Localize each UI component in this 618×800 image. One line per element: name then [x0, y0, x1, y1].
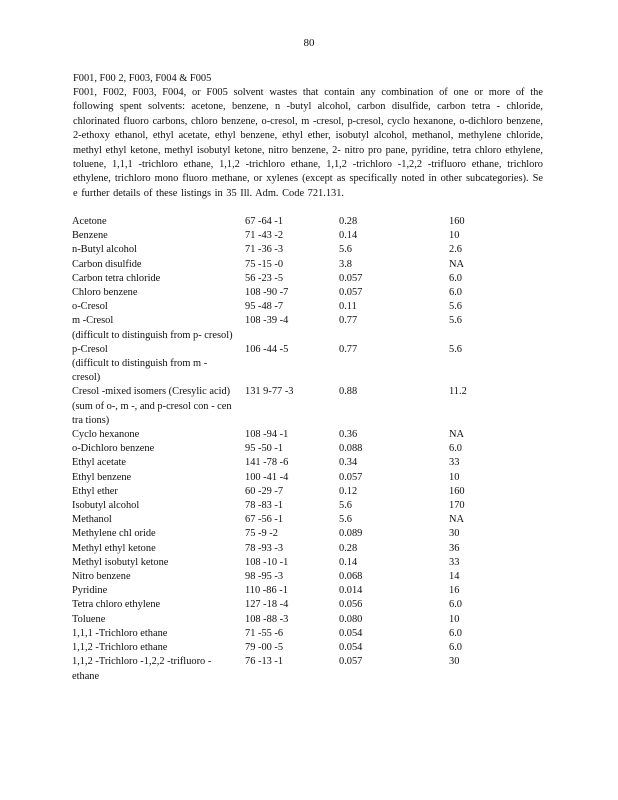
wastewater-standard: 0.057	[339, 287, 363, 299]
nonwastewater-standard: 6.0	[449, 443, 462, 455]
wastewater-standard: 0.14	[339, 556, 358, 568]
constituent-cell	[72, 570, 245, 584]
constituent-cell	[72, 627, 245, 641]
cas-number: 100 -41 -4	[245, 471, 289, 483]
table-row	[72, 513, 492, 527]
cas-number: 79 -00 -5	[245, 642, 284, 654]
cas-number: 108 -88 -3	[245, 613, 289, 625]
cas-number: 95 -50 -1	[245, 443, 284, 455]
table-row	[72, 215, 492, 229]
nonwastewater-standard: 6.0	[449, 599, 462, 611]
table-row	[72, 385, 492, 428]
constituent-name: Chloro benzene	[72, 287, 138, 299]
constituent-name: Tetra chloro ethylene	[72, 599, 161, 611]
table-row	[72, 272, 492, 286]
wastewater-standard: 0.089	[339, 528, 363, 540]
constituent-name: Pyridine	[72, 585, 108, 597]
constituent-name: Cresol -mixed isomers (Cresylic acid)	[72, 386, 231, 398]
table-row	[72, 613, 492, 627]
cas-number: 78 -83 -1	[245, 500, 284, 512]
table-row	[72, 471, 492, 485]
table-row	[72, 314, 492, 342]
cas-number: 108 -39 -4	[245, 315, 289, 327]
nonwastewater-standard: 16	[449, 585, 460, 597]
cas-number: 60 -29 -7	[245, 485, 284, 497]
constituent-cell	[72, 343, 245, 386]
constituent-cell	[72, 556, 245, 570]
constituent-name: o-Dichloro benzene	[72, 443, 155, 455]
nonwastewater-standard: 33	[449, 556, 460, 568]
cas-number: 75 -9 -2	[245, 528, 278, 540]
constituent-cell	[72, 613, 245, 627]
table-row	[72, 243, 492, 257]
constituent-cell	[72, 385, 245, 428]
cas-number: 127 -18 -4	[245, 599, 289, 611]
table-row	[72, 499, 492, 513]
cas-number: 56 -23 -5	[245, 272, 284, 284]
constituent-name: o-Cresol	[72, 301, 108, 313]
wastewater-standard: 0.080	[339, 613, 363, 625]
constituent-name: Methyl ethyl ketone	[72, 542, 156, 554]
cas-number: 67 -64 -1	[245, 216, 284, 227]
cas-number: 106 -44 -5	[245, 343, 289, 355]
nonwastewater-standard: NA	[449, 429, 465, 441]
nonwastewater-standard: 30	[449, 656, 460, 668]
constituent-cell	[72, 314, 245, 342]
cas-number: 98 -95 -3	[245, 571, 284, 583]
cas-number: 108 -90 -7	[245, 287, 289, 299]
table-row	[72, 343, 492, 386]
constituent-name: Carbon disulfide	[72, 258, 142, 270]
constituent-name: Isobutyl alcohol	[72, 500, 140, 512]
table-row	[72, 556, 492, 570]
constituent-cell	[72, 513, 245, 527]
nonwastewater-standard: 10	[449, 471, 460, 483]
wastewater-standard: 0.14	[339, 230, 358, 242]
constituent-cell	[72, 272, 245, 286]
wastewater-standard: 0.057	[339, 272, 363, 284]
constituent-name: Nitro benzene	[72, 571, 131, 583]
table-row	[72, 456, 492, 470]
cas-number: 75 -15 -0	[245, 258, 284, 270]
table-row	[72, 442, 492, 456]
table-row	[72, 641, 492, 655]
wastewater-standard: 0.88	[339, 386, 358, 398]
wastewater-standard: 0.34	[339, 457, 358, 469]
constituent-name: Toluene	[72, 613, 106, 625]
nonwastewater-standard: 160	[449, 216, 465, 227]
constituent-cell	[72, 300, 245, 314]
nonwastewater-standard: 36	[449, 542, 460, 554]
constituent-cell	[72, 258, 245, 272]
constituent-cell	[72, 428, 245, 442]
cas-number: 95 -48 -7	[245, 301, 284, 313]
nonwastewater-standard: 5.6	[449, 343, 462, 355]
nonwastewater-standard: 5.6	[449, 301, 462, 313]
cas-number: 71 -36 -3	[245, 244, 284, 256]
cas-number: 141 -78 -6	[245, 457, 289, 469]
cas-number: 76 -13 -1	[245, 656, 284, 668]
wastewater-standard: 3.8	[339, 258, 352, 270]
cas-number: 78 -93 -3	[245, 542, 284, 554]
nonwastewater-standard: 2.6	[449, 244, 462, 256]
nonwastewater-standard: 6.0	[449, 642, 462, 654]
constituent-cell	[72, 641, 245, 655]
constituent-cell	[72, 286, 245, 300]
constituent-name: p-Cresol	[72, 343, 108, 355]
constituent-cell	[72, 527, 245, 541]
table-row	[72, 286, 492, 300]
nonwastewater-standard: 170	[449, 500, 465, 512]
constituent-name: Benzene	[72, 230, 108, 242]
wastewater-standard: 0.28	[339, 216, 358, 227]
wastewater-standard: 0.12	[339, 485, 358, 497]
table-row	[72, 542, 492, 556]
wastewater-standard: 0.014	[339, 585, 363, 597]
nonwastewater-standard: 10	[449, 613, 460, 625]
constituent-name: n-Butyl alcohol	[72, 244, 137, 256]
listing-codes-heading: F001, F00 2, F003, F004 & F005	[73, 73, 212, 84]
nonwastewater-standard: NA	[449, 514, 465, 526]
cas-number: 108 -94 -1	[245, 429, 289, 441]
wastewater-standard: 0.068	[339, 571, 363, 583]
wastewater-standard: 0.054	[339, 627, 363, 639]
constituent-name: Methyl isobutyl ketone	[72, 556, 169, 568]
nonwastewater-standard: 33	[449, 457, 460, 469]
constituent-cell	[72, 584, 245, 598]
constituent-name: Methanol	[72, 514, 112, 526]
constituent-note: (difficult to distinguish from m - cresol)	[72, 358, 208, 384]
nonwastewater-standard: 10	[449, 230, 460, 242]
cas-number: 108 -10 -1	[245, 556, 289, 568]
wastewater-standard: 5.6	[339, 244, 352, 256]
nonwastewater-standard: 6.0	[449, 272, 462, 284]
table-row	[72, 485, 492, 499]
constituent-cell	[72, 655, 245, 683]
wastewater-standard: 0.057	[339, 656, 363, 668]
constituent-name: 1,1,1 -Trichloro ethane	[72, 627, 168, 639]
cas-number: 131 9-77 -3	[245, 386, 294, 398]
nonwastewater-standard: 6.0	[449, 287, 462, 299]
table-row	[72, 627, 492, 641]
table-row	[72, 527, 492, 541]
table-row	[72, 428, 492, 442]
nonwastewater-standard: 5.6	[449, 315, 462, 327]
constituent-cell	[72, 499, 245, 513]
constituent-cell	[72, 456, 245, 470]
constituent-cell	[72, 215, 245, 229]
constituent-name: 1,1,2 -Trichloro ethane	[72, 642, 168, 654]
table-row	[72, 584, 492, 598]
wastewater-standard: 0.11	[339, 301, 357, 313]
wastewater-standard: 0.057	[339, 471, 363, 483]
wastewater-standard: 0.36	[339, 429, 358, 441]
constituent-name: Ethyl benzene	[72, 471, 132, 483]
constituent-name: Methylene chl oride	[72, 528, 156, 540]
wastewater-standard: 0.28	[339, 542, 358, 554]
table-row	[72, 655, 492, 683]
nonwastewater-standard: 160	[449, 485, 465, 497]
constituent-cell	[72, 243, 245, 257]
wastewater-standard: 5.6	[339, 514, 352, 526]
table-row	[72, 258, 492, 272]
nonwastewater-standard: 11.2	[449, 386, 467, 398]
wastewater-standard: 0.088	[339, 443, 363, 455]
constituent-name: Acetone	[72, 216, 107, 227]
constituent-cell	[72, 485, 245, 499]
table-row	[72, 229, 492, 243]
constituent-name: Ethyl ether	[72, 485, 118, 497]
constituent-cell	[72, 598, 245, 612]
nonwastewater-standard: 30	[449, 528, 460, 540]
constituent-cell	[72, 471, 245, 485]
solvent-standards-table	[72, 215, 492, 684]
constituent-name: 1,1,2 -Trichloro -1,2,2 -trifluoro - ethane	[72, 656, 212, 682]
nonwastewater-standard: 6.0	[449, 627, 462, 639]
constituent-name: Carbon tetra chloride	[72, 272, 161, 284]
constituent-note: (sum of o-, m -, and p-cresol con - cen tra tions)	[72, 400, 232, 426]
listing-description: F001, F002, F003, F004, or F005 solvent wastes that contain any combination of one or more of the following spent solvents: acetone, benzene, n -butyl alcohol, carbon disulfide, carbon tetra - chloride, chlorinated fluoro carbons, chloro benzene, o-cresol, m -cresol, p-cresol, cyclo hexanone, o-dichloro benzene, 2-ethoxy ethanol, ethyl acetate, ethyl benzene, ethyl ether, isobutyl alcohol, methanol, methylene chloride, methyl ethyl ketone, methyl isobutyl ketone, nitro benzene, 2- nitro pro pane, pyridine, tetra chloro ethylene, toluene, 1,1,1 -trichloro ethane, 1,1,2 -trichloro ethane, 1,1,2 -trichloro -1,2,2 -trifluoro ethane, trichloro ethylene, trichloro mono fluoro methane, or xylenes (except as specifically noted in other subcategories). Se e further details of these listings in 35 Ill. Adm. Code 721.131.	[73, 87, 543, 199]
wastewater-standard: 5.6	[339, 500, 352, 512]
cas-number: 71 -55 -6	[245, 627, 284, 639]
cas-number: 71 -43 -2	[245, 230, 284, 242]
constituent-cell	[72, 229, 245, 243]
table-body	[72, 215, 492, 684]
wastewater-standard: 0.056	[339, 599, 363, 611]
table-row	[72, 300, 492, 314]
nonwastewater-standard: 14	[449, 571, 460, 583]
cas-number: 110 -86 -1	[245, 585, 288, 597]
constituent-name: Ethyl acetate	[72, 457, 126, 469]
wastewater-standard: 0.77	[339, 343, 358, 355]
table-row	[72, 598, 492, 612]
cas-number: 67 -56 -1	[245, 514, 284, 526]
wastewater-standard: 0.054	[339, 642, 363, 654]
wastewater-standard: 0.77	[339, 315, 358, 327]
constituent-note: (difficult to distinguish from p- cresol)	[72, 329, 233, 341]
nonwastewater-standard: NA	[449, 258, 465, 270]
constituent-name: Cyclo hexanone	[72, 429, 140, 441]
constituent-cell	[72, 442, 245, 456]
constituent-name: m -Cresol	[72, 315, 114, 327]
page-number: 80	[303, 37, 315, 49]
constituent-cell	[72, 542, 245, 556]
table-row	[72, 570, 492, 584]
